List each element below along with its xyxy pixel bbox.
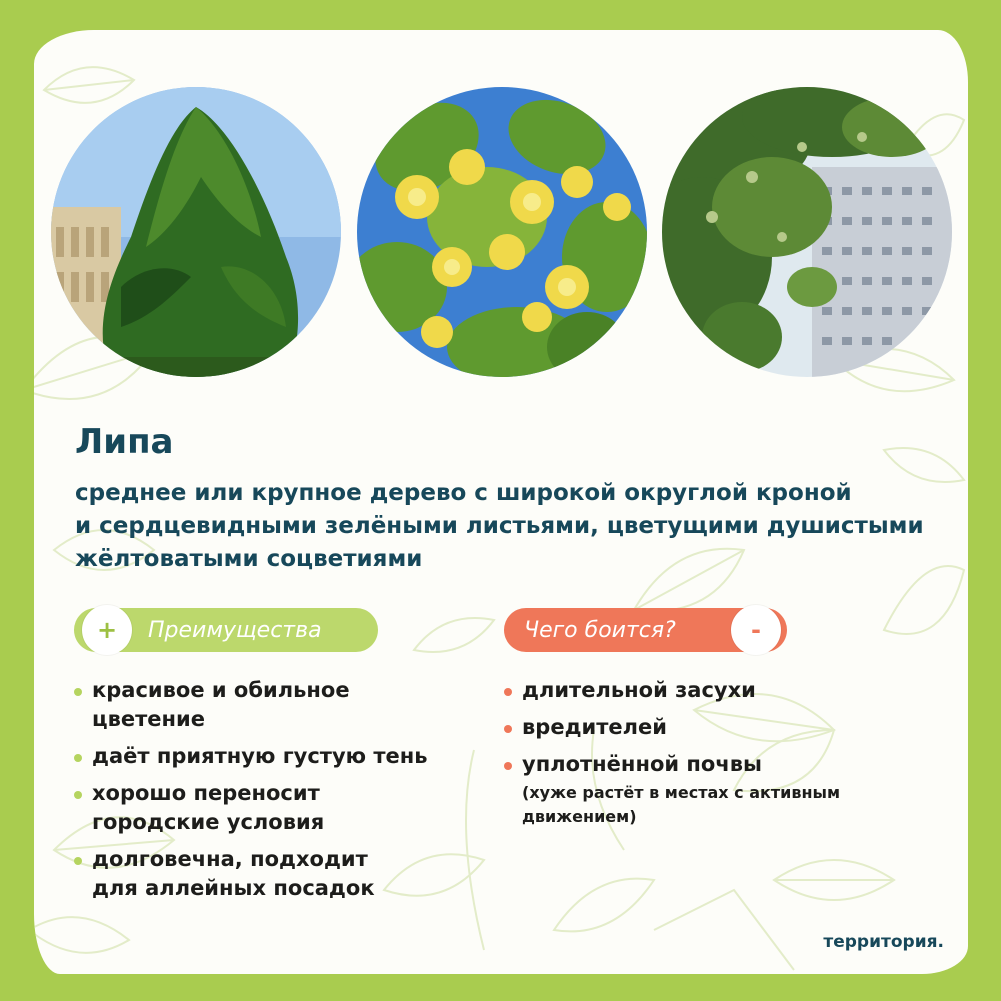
list-item — [504, 750, 924, 829]
list-item — [504, 713, 924, 742]
linden-blossom-photo — [357, 87, 647, 377]
list-item — [74, 676, 474, 734]
list-item-text: длительной засухи — [522, 678, 756, 702]
bullet-icon — [74, 688, 82, 696]
description-line: и сердцевидными зелёными листьями, цветущими душистыми — [75, 513, 924, 539]
bullet-icon — [74, 857, 82, 865]
pros-header — [74, 608, 378, 652]
bullet-icon — [504, 725, 512, 733]
pros-list — [74, 676, 474, 911]
linden-canopy-photo — [662, 87, 952, 377]
linden-tree-photo — [51, 87, 341, 377]
bullet-icon — [74, 791, 82, 799]
description-line: жёлтоватыми соцветиями — [75, 546, 423, 572]
cons-label: Чего боится? — [524, 617, 676, 643]
list-item — [504, 676, 924, 705]
minus-icon: - — [731, 605, 781, 655]
info-card — [34, 30, 968, 974]
plus-icon: + — [82, 605, 132, 655]
list-item-text: красивое и обильное цветение — [92, 678, 350, 731]
list-item-text: хорошо переносит городские условия — [92, 781, 325, 834]
list-item — [74, 779, 474, 837]
bullet-icon — [504, 762, 512, 770]
list-item — [74, 845, 474, 903]
list-item-note: (хуже растёт в местах с активным движением) — [522, 783, 841, 826]
list-item-text: даёт приятную густую тень — [92, 744, 428, 768]
description-line: среднее или крупное дерево с широкой округлой кроной — [75, 480, 852, 506]
cons-list — [504, 676, 924, 837]
list-item-text: долговечна, подходит для аллейных посадок — [92, 847, 375, 900]
pros-label: Преимущества — [148, 617, 322, 643]
bullet-icon — [504, 688, 512, 696]
description — [75, 477, 945, 576]
list-item-text: уплотнённой почвы — [522, 752, 763, 776]
list-item-text: вредителей — [522, 715, 667, 739]
brand-logo: территория. — [823, 932, 944, 952]
page-title: Липа — [75, 422, 174, 462]
list-item — [74, 742, 474, 771]
cons-header — [504, 608, 787, 652]
bullet-icon — [74, 754, 82, 762]
